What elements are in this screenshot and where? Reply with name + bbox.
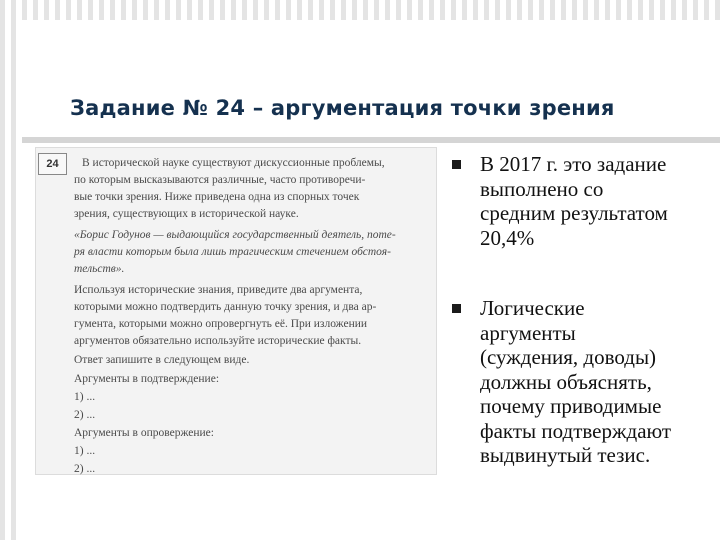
answer-instruction: Ответ запишите в следующем виде. (74, 354, 250, 366)
bullet-text-line: факты подтверждают (480, 418, 672, 443)
bullet-text (480, 152, 715, 250)
title-divider (22, 137, 720, 143)
quote-line: тельств». (74, 263, 125, 275)
quote-line: «Борис Годунов — выдающийся государственный деятель, поте- (74, 229, 396, 241)
bullet-text-line: выполнено со (480, 176, 604, 201)
bullet-text-line: аргументы (480, 320, 576, 345)
bullet-text-line: почему приводимые (480, 394, 662, 418)
square-bullet-icon (452, 304, 461, 313)
task-text-line: зрения, существующих в исторической науке. (74, 208, 299, 220)
task-excerpt (35, 147, 437, 475)
bullet-text (480, 296, 715, 468)
task-text-line: по которым высказываются различные, часто противоречи- (74, 174, 366, 186)
task-text-line: которыми можно подтвердить данную точку зрения, и два ар- (74, 301, 377, 313)
task-text-line: В исторической науке существуют дискуссионные проблемы, (82, 157, 385, 169)
answer-item: 2) ... (74, 463, 96, 475)
bullet-text-line: Логические (480, 296, 585, 320)
bullet-text-line: (суждения, доводы) (480, 345, 657, 369)
bullet-text-line: средним результатом (480, 201, 668, 225)
task-text-line: Используя исторические знания, приведите два аргумента, (74, 284, 363, 296)
bullet-text-line: 20,4% (480, 225, 535, 250)
answer-item: 1) ... (74, 391, 96, 403)
answer-item: 2) ... (74, 409, 96, 421)
quote-line: ря власти которым была лишь трагическим стечением обстоя- (74, 246, 391, 258)
square-bullet-icon (452, 160, 461, 169)
task-text-line: аргументов обязательно используйте исторические факты. (74, 335, 362, 347)
bullet-text-line: В 2017 г. это задание (480, 152, 667, 176)
bullet-text-line: должны объяснять, (480, 369, 652, 394)
answer-item: 1) ... (74, 445, 96, 457)
bullet-text-line: выдвинутый тезис. (480, 443, 651, 467)
task-text-line: вые точки зрения. Ниже приведена одна из спорных точек (74, 191, 360, 203)
slide-title: Задание № 24 – аргументация точки зрения (70, 96, 615, 120)
task-text-line: гумента, которыми можно опровергнуть её. При изложении (74, 318, 368, 330)
answer-section-label: Аргументы в подтверждение: (74, 373, 220, 385)
task-number-box: 24 (38, 153, 67, 175)
answer-section-label: Аргументы в опровержение: (74, 427, 214, 439)
